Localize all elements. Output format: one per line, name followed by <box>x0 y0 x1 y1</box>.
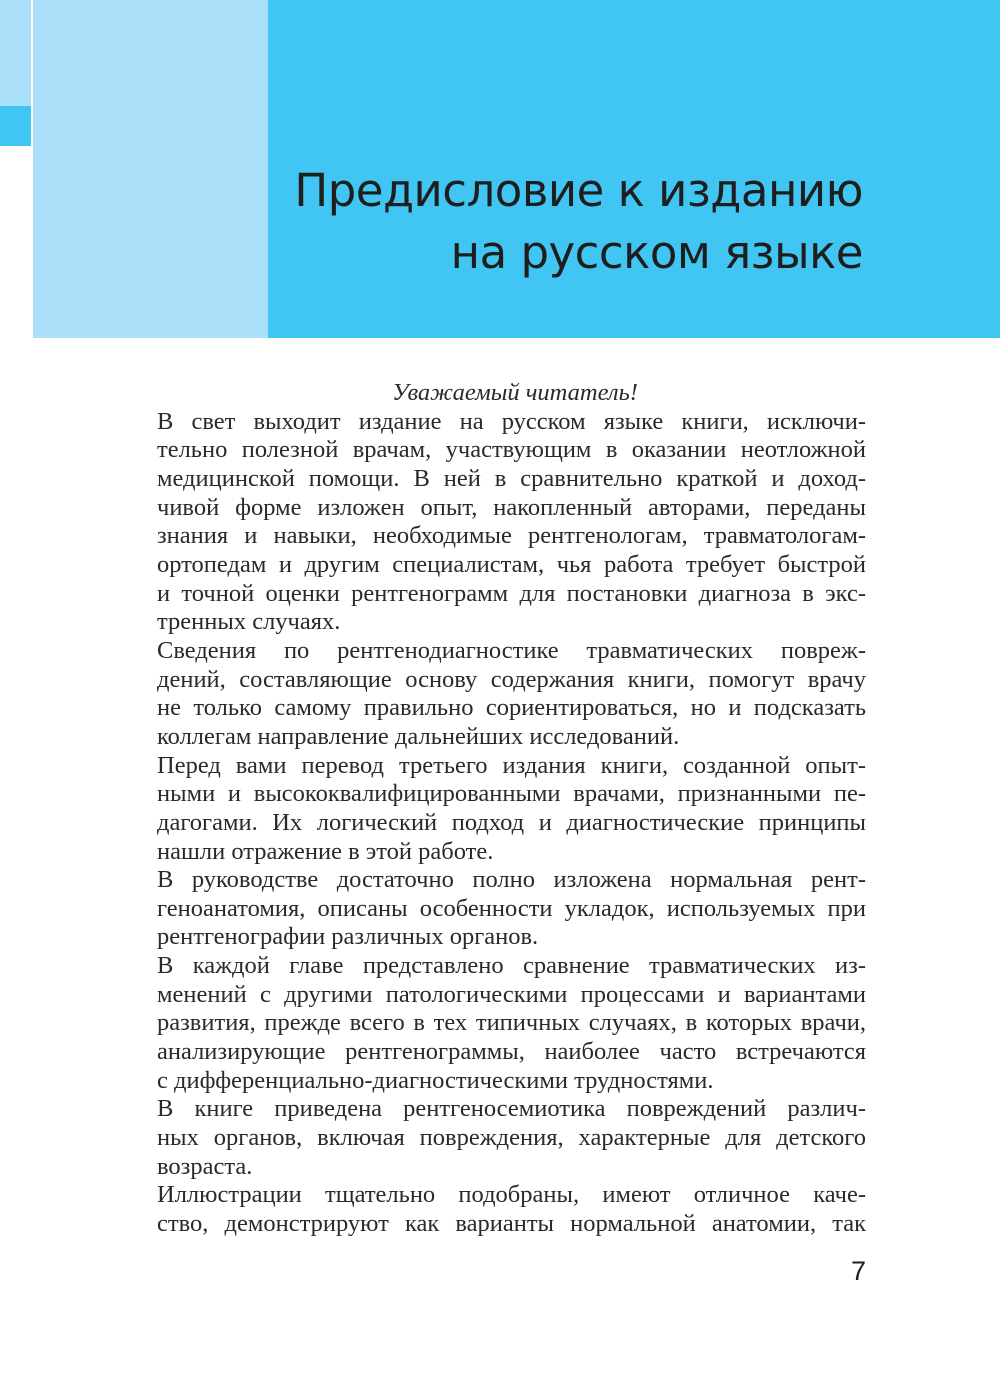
text-line: В свет выходит издание на русском языке книги, исключи- <box>157 407 866 435</box>
text-line: ных органов, включая повреждения, характерные для детского <box>157 1124 866 1152</box>
text-line: тренных случаях. <box>157 608 341 636</box>
paragraph-4 <box>124 866 866 952</box>
text-line: чивой форме изложен опыт, накопленный авторами, переданы <box>157 493 866 521</box>
text-line: Перед вами перевод третьего издания книги, созданной опыт- <box>157 751 866 779</box>
text-line: дений, составляющие основу содержания книги, помогут врачу <box>157 665 866 693</box>
text-line: Иллюстрации тщательно подобраны, имеют отличное каче- <box>157 1181 866 1209</box>
text-line: менений с другими патологическими процессами и вариантами <box>157 980 866 1008</box>
body-text <box>124 379 866 1239</box>
text-line: тельно полезной врачам, участвующим в оказании неотложной <box>157 436 866 464</box>
text-line: В книге приведена рентгеносемиотика повреждений различ- <box>157 1095 866 1123</box>
paragraph-3 <box>124 752 866 867</box>
paragraph-5 <box>124 952 866 1095</box>
text-line: медицинской помощи. В ней в сравнительно краткой и доход- <box>157 464 866 492</box>
salutation: Уважаемый читатель! <box>392 379 638 406</box>
text-line: возраста. <box>157 1152 253 1180</box>
decorative-strip-dark <box>0 106 31 146</box>
text-line: В руководстве достаточно полно изложена нормальная рент- <box>157 866 866 894</box>
text-line: ортопедам и другим специалистам, чья работа требует быстрой <box>157 550 866 578</box>
text-line: с дифференциально-диагностическими трудностями. <box>157 1066 714 1094</box>
text-line: ство, демонстрируют как варианты нормальной анатомии, так <box>157 1210 866 1238</box>
text-line: В каждой главе представлено сравнение травматических из- <box>157 952 866 980</box>
text-line: анализирующие рентгенограммы, наиболее часто встречаются <box>157 1038 866 1066</box>
paragraph-7 <box>124 1181 866 1238</box>
text-line: знания и навыки, необходимые рентгенологам, травматологам- <box>157 522 866 550</box>
paragraph-1 <box>124 408 866 637</box>
text-line: рентгенографии различных органов. <box>157 923 539 951</box>
text-line: коллегам направление дальнейших исследований. <box>157 722 680 750</box>
text-line: геноанатомия, описаны особенности укладок, используемых при <box>157 894 866 922</box>
text-line: не только самому правильно сориентироваться, но и подсказать <box>157 694 866 722</box>
paragraph-2 <box>124 637 866 752</box>
text-line: Сведения по рентгенодиагностике травматических повреж- <box>157 636 866 664</box>
chapter-title <box>243 160 863 284</box>
text-line: нашли отражение в этой работе. <box>157 837 494 865</box>
page-number: 7 <box>851 1256 867 1286</box>
text-line: ными и высококвалифицированными врачами, признанными пе- <box>157 780 866 808</box>
text-line: развития, прежде всего в тех типичных случаях, в которых врачи, <box>157 1009 866 1037</box>
text-line: дагогами. Их логический подход и диагностические принципы <box>157 808 866 836</box>
chapter-title-line-1: Предисловие к изданию <box>294 164 863 217</box>
text-line: и точной оценки рентгенограмм для постановки диагноза в экс- <box>157 579 866 607</box>
header-panel-light <box>33 0 268 338</box>
decorative-strip-light <box>0 0 31 106</box>
paragraph-6 <box>124 1095 866 1181</box>
chapter-title-line-2: на русском языке <box>450 226 863 279</box>
